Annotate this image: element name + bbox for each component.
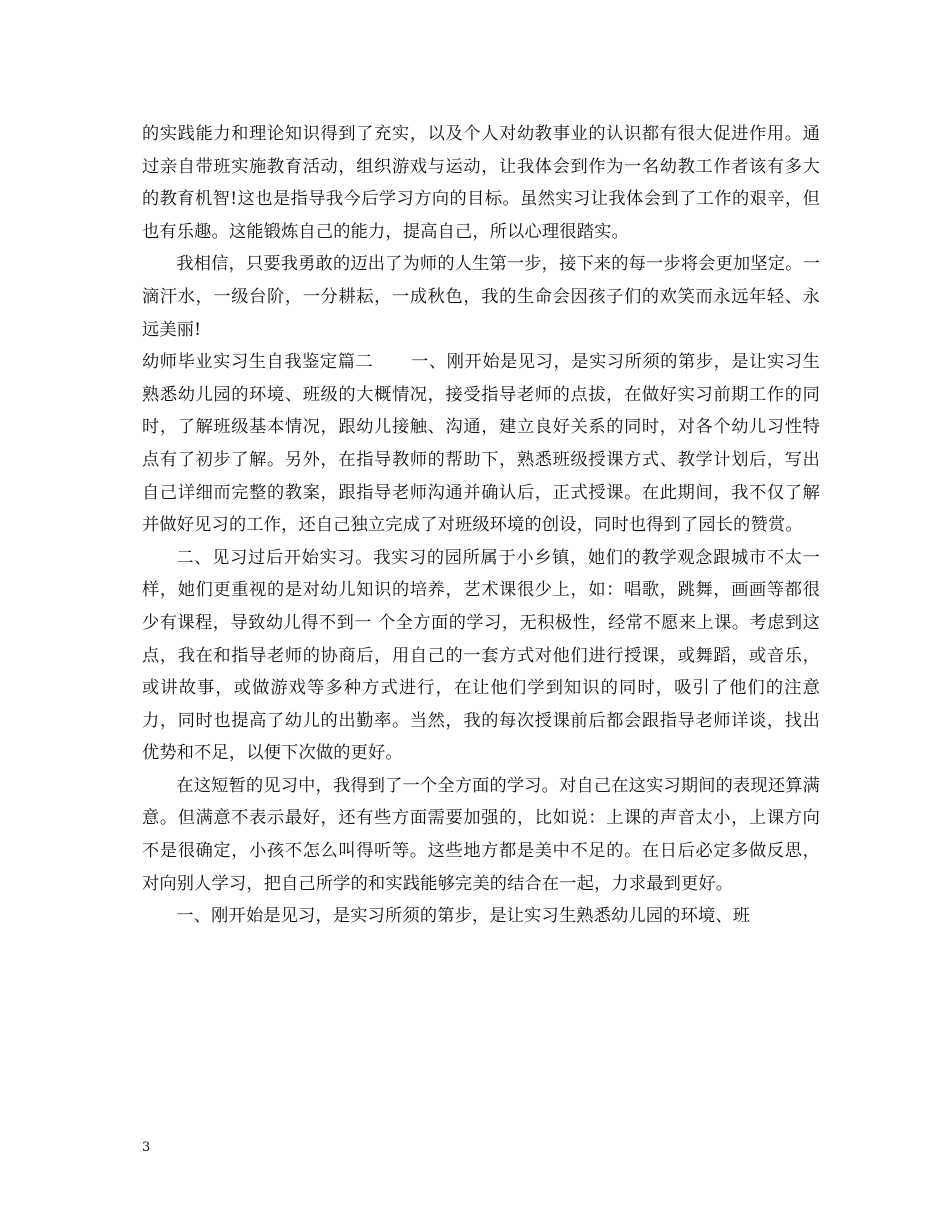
paragraph-internship-phase: 二、见习过后开始实习。我实习的园所属于小乡镇，她们的教学观念跟城市不太一样，她们更重视的是对幼儿知识的培养，艺术课很少上，如：唱歌，跳舞，画画等都很少有课程，导致幼儿得不到一 个全方面的学习，无积极性，经常不愿来上课。考虑到这点，我在和指导老师的协商后，用自己的一套方式对他们进行授课，或舞蹈，或音乐，或讲故事，或做游戏等多种方式进行，在让他们学到知识的同时，吸引了他们的注意力，同时也提高了幼儿的出勤率。当然，我的每次授课前后都会跟指导老师详谈，找出优势和不足，以便下次做的更好。 bbox=[142, 547, 820, 764]
section-heading: 幼师毕业实习生自我鉴定篇二 bbox=[142, 352, 374, 373]
document-body bbox=[142, 118, 820, 933]
paragraph-reflection: 在这短暂的见习中，我得到了一个全方面的学习。对自己在这实习期间的表现还算满意。但满意不表示最好，还有些方面需要加强的，比如说：上课的声音太小，上课方向不是很确定，小孩不怎么叫得听等。这些地方都是美中不足的。在日后必定多做反思，对向别人学习，把自己所学的和实践能够完美的结合在一起，力求最到更好。 bbox=[142, 775, 820, 894]
paragraph-section-start bbox=[142, 346, 820, 542]
paragraph-continuation: 的实践能力和理论知识得到了充实，以及个人对幼教事业的认识都有很大促进作用。通过亲自带班实施教育活动，组织游戏与运动，让我体会到作为一名幼教工作者该有多大的教育机智!这也是指导我今后学习方向的目标。虽然实习让我体会到了工作的艰辛，但也有乐趣。这能锻炼自己的能力，提高自己，所以心理很踏实。 bbox=[142, 124, 820, 242]
paragraph-repeat-start: 一、刚开始是见习，是实习所须的第步，是让实习生熟悉幼儿园的环境、班 bbox=[176, 906, 751, 927]
page-number: 3 bbox=[142, 1140, 151, 1155]
paragraph-observation-phase: 一、刚开始是见习，是实习所须的第步，是让实习生熟悉幼儿园的环境、班级的大概情况，接受指导老师的点拔，在做好实习前期工作的同时，了解班级基本情况，跟幼儿接触、沟通，建立良好关系的同时，对各个幼儿习性特点有了初步了解。另外，在指导教师的帮助下，熟悉班级授课方式、教学计划后，写出自己详细而完整的教案，跟指导老师沟通并确认后，正式授课。在此期间，我不仅了解并做好见习的工作，还自己独立完成了对班级环境的创设，同时也得到了园长的赞赏。 bbox=[142, 352, 820, 536]
paragraph-belief: 我相信，只要我勇敢的迈出了为师的人生第一步，接下来的每一步将会更加坚定。一滴汗水，一级台阶，一分耕耘，一成秋色，我的生命会因孩子们的欢笑而永远年轻、永远美丽! bbox=[142, 254, 820, 340]
